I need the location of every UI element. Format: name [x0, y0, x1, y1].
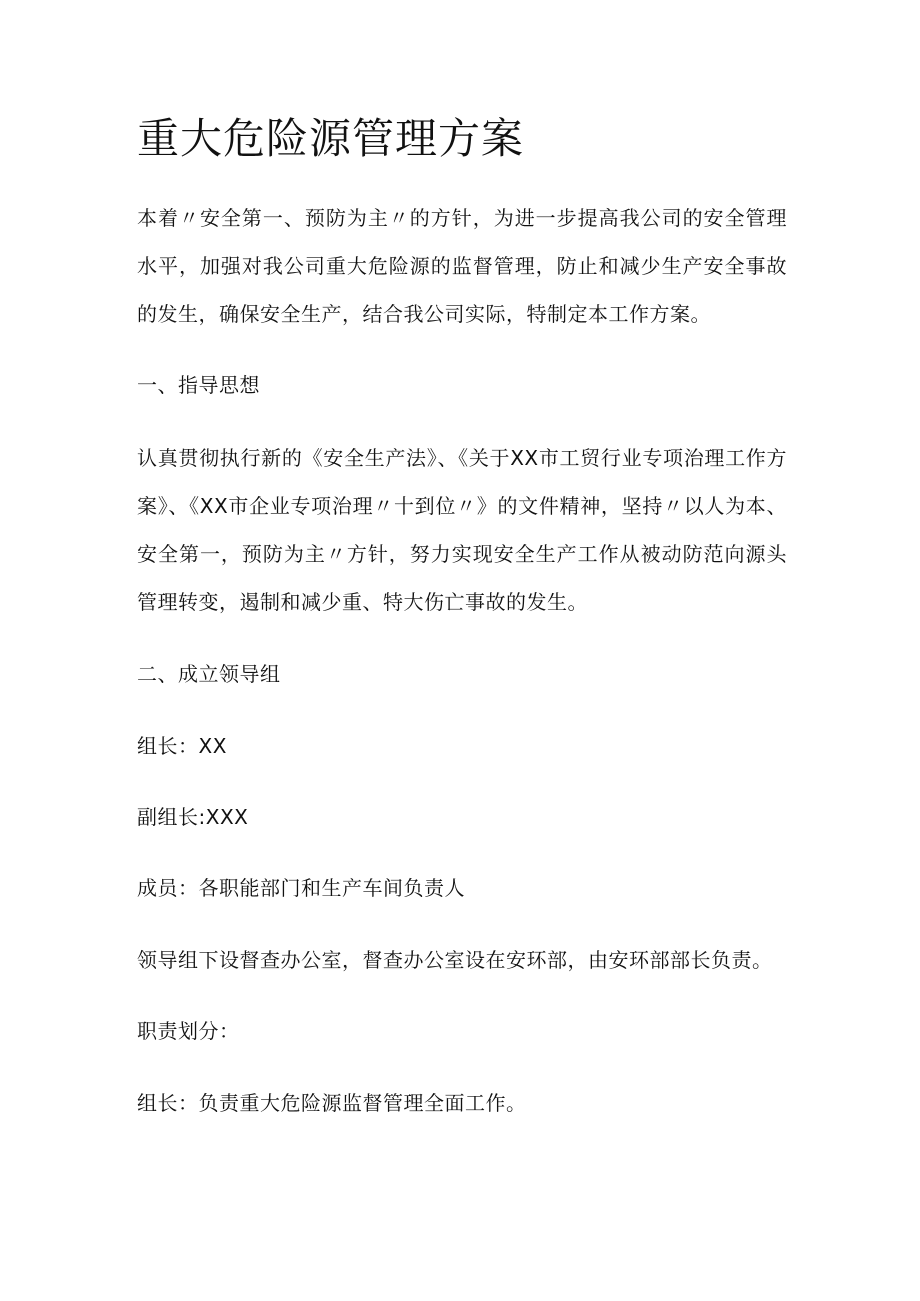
section-1-paragraph: 认真贯彻执行新的《安全生产法》、《关于XX市工贸行业专项治理工作方案》、《XX市企业专项治理〃十到位〃》的文件精神，坚持〃以人为本、安全第一，预防为主〃方针，努力实现安全生产工作从被动防范向源头管理转变，遏制和减少重、特大伤亡事故的发生。 — [137, 446, 787, 614]
duties-heading: 职责划分： — [137, 1019, 240, 1043]
section-1-heading: 一、指导思想 — [137, 373, 260, 397]
deputy-leader-line: 副组长:XXX — [137, 805, 249, 829]
members-line: 成员：各职能部门和生产车间负责人 — [137, 876, 465, 900]
section-2-heading: 二、成立领导组 — [137, 662, 281, 686]
intro-paragraph: 本着〃安全第一、预防为主〃的方针，为进一步提高我公司的安全管理水平，加强对我公司重大危险源的监督管理，防止和减少生产安全事故的发生，确保安全生产，结合我公司实际，特制定本工作方案。 — [137, 206, 787, 326]
office-line: 领导组下设督查办公室，督查办公室设在安环部，由安环部部长负责。 — [137, 948, 773, 972]
leader-line: 组长：XX — [137, 734, 227, 758]
leader-duty-line: 组长：负责重大危险源监督管理全面工作。 — [137, 1091, 527, 1115]
document-title: 重大危险源管理方案 — [137, 114, 525, 163]
